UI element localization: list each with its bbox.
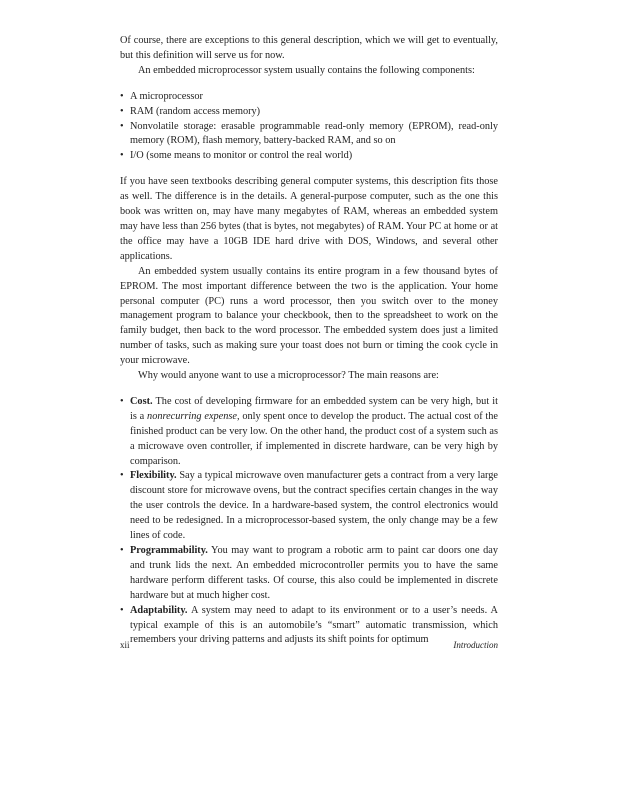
- reason-text: Say a typical microwave oven manufacturer gets a contract from a very large discount store for microwave ovens, but the contract specifies certain changes in the way the user controls the device. In a hardware-based system, the control electronics would need to be redesigned. In a microprocessor-based system, the only change may be a few lines of code.: [130, 470, 498, 542]
- reason-emphasis: nonrecurring expense,: [147, 410, 240, 422]
- reason-label: Cost.: [130, 395, 153, 407]
- reason-text: You may want to program a robotic arm to paint car doors one day and trunk lids the next. An embedded microcontroller permits you to have the same hardware perform different tasks. Of course, this also could be implemented in discrete hardware but at much higher cost.: [130, 545, 498, 601]
- body-paragraph-4: An embedded system usually contains its entire program in a few thousand bytes of EPROM. The most important difference between the two is the application. Your home personal computer (PC) runs a word processor, then you switch over to the money management program to balance your checkbook, then to the spreadsheet to work on the family budget, then back to the word processor. The embedded system does just a limited number of tasks, such as making sure your toast does not burn or timing the cook cycle in your microwave.: [120, 265, 498, 367]
- reason-text: A system may need to adapt to its environment or to a user’s needs. A typical example of this is an automobile’s “smart” automatic transmission, which remembers your driving patterns and adjusts its shift points for optimum: [130, 604, 498, 646]
- reason-label: Programmability.: [130, 545, 208, 556]
- page-number: xii: [120, 640, 130, 650]
- reason-text: The cost of developing firmware for an embedded system can be very high, but it is a: [130, 395, 498, 422]
- reason-flexibility: [120, 469, 498, 544]
- list-item: • RAM (random access memory): [120, 105, 498, 120]
- body-paragraph-5: Why would anyone want to use a microprocessor? The main reasons are:: [138, 370, 439, 382]
- reason-programmability: [120, 544, 498, 604]
- body-paragraph-3: If you have seen textbooks describing general computer systems, this description fits those as well. The difference is in the details. A general-purpose computer, such as the one this book was written on, may have many megabytes of RAM, whereas an embedded system may have less than 256 bytes (that is bytes, not megabytes) of RAM. Your PC at home or at the office may have a 10GB IDE hard drive with DOS, Windows, and several other applications.: [120, 176, 498, 262]
- reason-label: Adaptability.: [130, 604, 188, 616]
- components-list: [120, 90, 498, 165]
- page-content: [120, 34, 498, 659]
- list-item: • A microprocessor: [120, 90, 498, 105]
- intro-paragraph-2: An embedded microprocessor system usually contains the following components:: [138, 64, 475, 76]
- list-item: • I/O (some means to monitor or control the real world): [120, 149, 498, 164]
- reason-cost: [120, 395, 498, 470]
- page-footer: [120, 640, 498, 650]
- reasons-list: [120, 395, 498, 648]
- intro-paragraph-1: Of course, there are exceptions to this general description, which we will get to eventually, but this definition will serve us for now.: [120, 35, 498, 61]
- reason-text: only spent once to develop the product. The actual cost of the finished product can be very low. On the other hand, the product cost of a system such as a microwave oven controller, if implemented in discrete hardware, can be very high by comparison.: [130, 410, 498, 467]
- section-title: Introduction: [453, 640, 498, 650]
- reason-label: Flexibility.: [130, 470, 177, 482]
- list-item: • Nonvolatile storage: erasable programmable read-only memory (EPROM), read-only memory (ROM), flash memory, battery-backed RAM, and so on: [120, 120, 498, 150]
